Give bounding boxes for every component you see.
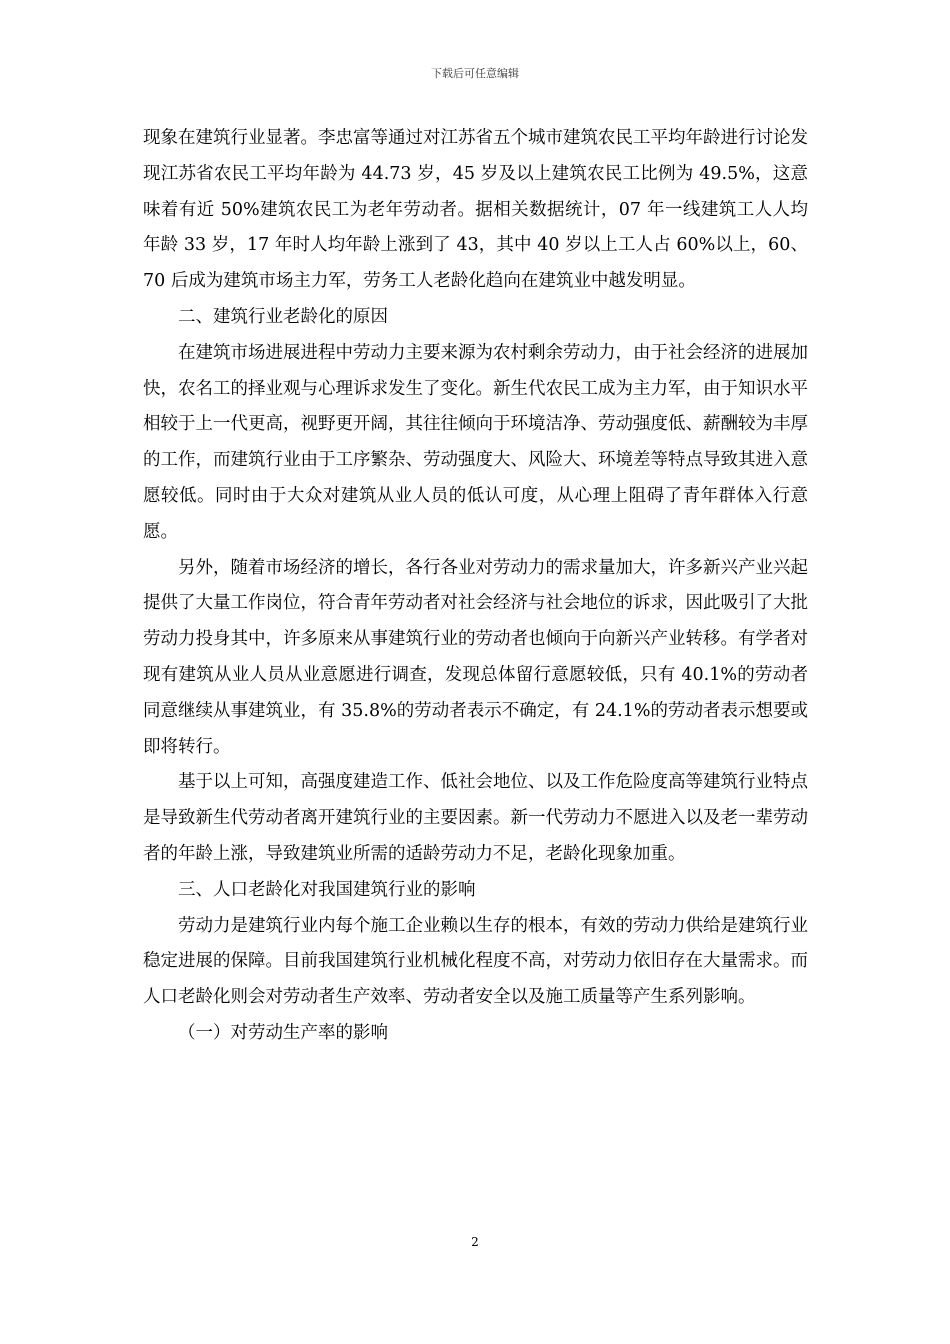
page-number: 2 (471, 1235, 479, 1249)
paragraph-labor-source: 在建筑市场进展进程中劳动力主要来源为农村剩余劳动力，由于社会经济的进展加快，农名工的择业观与心理诉求发生了变化。新生代农民工成为主力军，由于知识水平相较于上一代更高，视野更开阔，其往往倾向于环境洁净、劳动强度低、薪酬较为丰厚的工作，而建筑行业由于工序繁杂、劳动强度大、风险大、环境差等特点导致其进入意愿较低。同时由于大众对建筑从业人员的低认可度，从心理上阻碍了青年群体入行意愿。 (143, 342, 808, 542)
section-heading-causes: 二、建筑行业老龄化的原因 (178, 306, 388, 327)
subsection-heading-productivity: （一）对劳动生产率的影响 (178, 1022, 388, 1043)
document-body (143, 121, 808, 1052)
paragraph-emerging-industries: 另外，随着市场经济的增长，各行各业对劳动力的需求量加大，许多新兴产业兴起提供了大量工作岗位，符合青年劳动者对社会经济与社会地位的诉求，因此吸引了大批劳动力投身其中，许多原来从事建筑行业的劳动者也倾向于向新兴产业转移。有学者对现有建筑从业人员从业意愿进行调查，发现总体留行意愿较低，只有 40.1%的劳动者同意继续从事建筑业，有 35.8%的劳动者表示不确定，有 24.1%的劳动者表示想要或即将转行。 (143, 557, 808, 757)
section-heading-impact: 三、人口老龄化对我国建筑行业的影响 (178, 879, 476, 900)
paragraph-labor-importance: 劳动力是建筑行业内每个施工企业赖以生存的根本，有效的劳动力供给是建筑行业稳定进展的保障。目前我国建筑行业机械化程度不高，对劳动力依旧存在大量需求。而人口老龄化则会对劳动者生产效率、劳动者安全以及施工质量等产生系列影响。 (143, 915, 808, 1008)
page-header: 下载后可任意编辑 (431, 67, 519, 80)
paragraph-conclusion-causes: 基于以上可知，高强度建造工作、低社会地位、以及工作危险度高等建筑行业特点是导致新生代劳动者离开建筑行业的主要因素。新一代劳动力不愿进入以及老一辈劳动者的年龄上涨，导致建筑业所需的适龄劳动力不足，老龄化现象加重。 (143, 772, 808, 864)
paragraph-aging-statistics: 现象在建筑行业显著。李忠富等通过对江苏省五个城市建筑农民工平均年龄进行讨论发现江苏省农民工平均年龄为 44.73 岁，45 岁及以上建筑农民工比例为 49.5%，这意味着有近 50%建筑农民工为老年劳动者。据相关数据统计，07 年一线建筑工人人均年龄 33 岁，17 年时人均年龄上涨到了 43，其中 40 岁以上工人占 60%以上，60、70 后成为建筑市场主力军，劳务工人老龄化趋向在建筑业中越发明显。 (143, 128, 808, 292)
